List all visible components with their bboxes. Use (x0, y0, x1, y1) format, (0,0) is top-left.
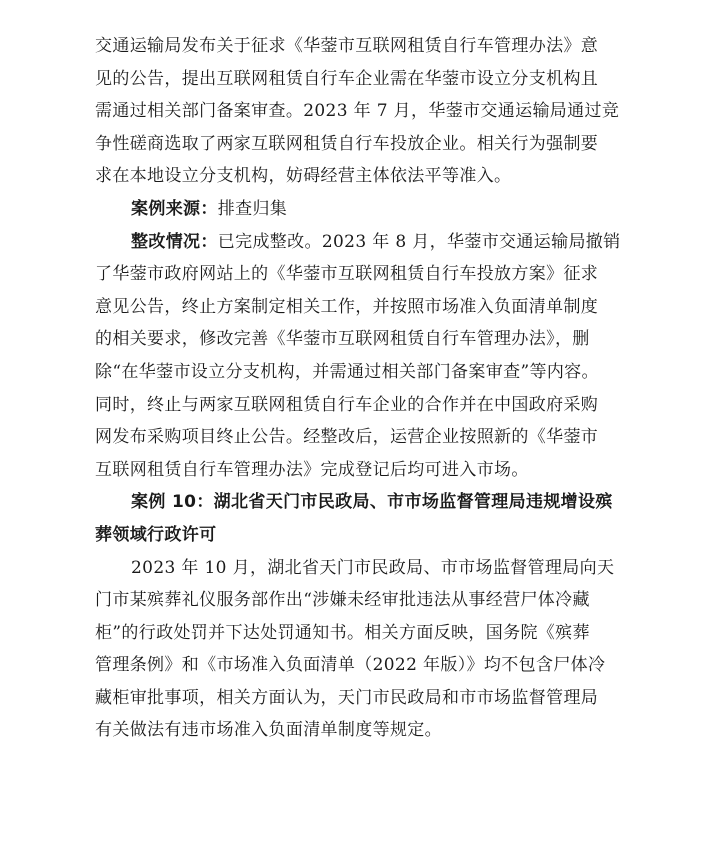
document-page (95, 30, 625, 747)
text-line: 互联网租赁自行车管理办法》完成登记后均可进入市场。 (95, 459, 529, 480)
text-line: 争性磋商选取了两家互联网租赁自行车投放企业。相关行为强制要 (95, 133, 599, 154)
text-line: 了华蓥市政府网站上的《华蓥市互联网租赁自行车投放方案》征求 (95, 264, 599, 285)
text-line: 同时，终止与两家互联网租赁自行车企业的合作并在中国政府采购 (95, 394, 599, 415)
text-line: 门市某殡葬礼仪服务部作出“涉嫌未经审批违法从事经营尸体冷藏 (95, 590, 590, 611)
paragraph-rectification (95, 226, 625, 487)
case-source (95, 193, 625, 226)
case10-heading (95, 486, 625, 551)
rectification-first-line: 已完成整改。2023 年 8 月，华蓥市交通运输局撤销 (217, 231, 621, 252)
text-line: 的相关要求，修改完善《华蓥市互联网租赁自行车管理办法》，删 (95, 329, 590, 350)
text-line: 有关做法有违市场准入负面清单制度等规定。 (95, 720, 442, 741)
text-line: 需通过相关部门备案审查。2023 年 7 月，华蓥市交通运输局通过竞 (95, 101, 620, 122)
paragraph-background (95, 30, 625, 193)
case-source-label: 案例来源： (131, 198, 218, 219)
text-line: 见的公告，提出互联网租赁自行车企业需在华蓥市设立分支机构且 (95, 68, 599, 89)
text-line: 网发布采购项目终止公告。经整改后，运营企业按照新的《华蓥市 (95, 427, 599, 448)
text-line: 交通运输局发布关于征求《华蓥市互联网租赁自行车管理办法》意 (95, 36, 599, 56)
text-line: 2023 年 10 月，湖北省天门市民政局、市市场监督管理局向天 (131, 557, 615, 578)
text-line: 求在本地设立分支机构，妨碍经营主体依法平等准入。 (95, 166, 512, 187)
paragraph-case10 (95, 552, 625, 748)
rectification-label: 整改情况： (131, 231, 218, 252)
text-line: 除“在华蓥市设立分支机构，并需通过相关部门备案审查”等内容。 (95, 361, 599, 382)
heading-line: 葬领域行政许可 (95, 524, 217, 545)
text-line: 管理条例》和《市场准入负面清单（2022 年版）》均不包含尸体冷 (95, 655, 606, 676)
text-line (95, 226, 625, 259)
case-source-value: 排查归集 (217, 198, 288, 219)
heading-line: 案例 10：湖北省天门市民政局、市市场监督管理局违规增设殡 (131, 492, 613, 513)
text-line: 柜”的行政处罚并下达处罚通知书。相关方面反映，国务院《殡葬 (95, 622, 590, 643)
text-line: 藏柜审批事项，相关方面认为，天门市民政局和市市场监督管理局 (95, 687, 599, 708)
text-line: 意见公告，终止方案制定相关工作，并按照市场准入负面清单制度 (95, 296, 599, 317)
